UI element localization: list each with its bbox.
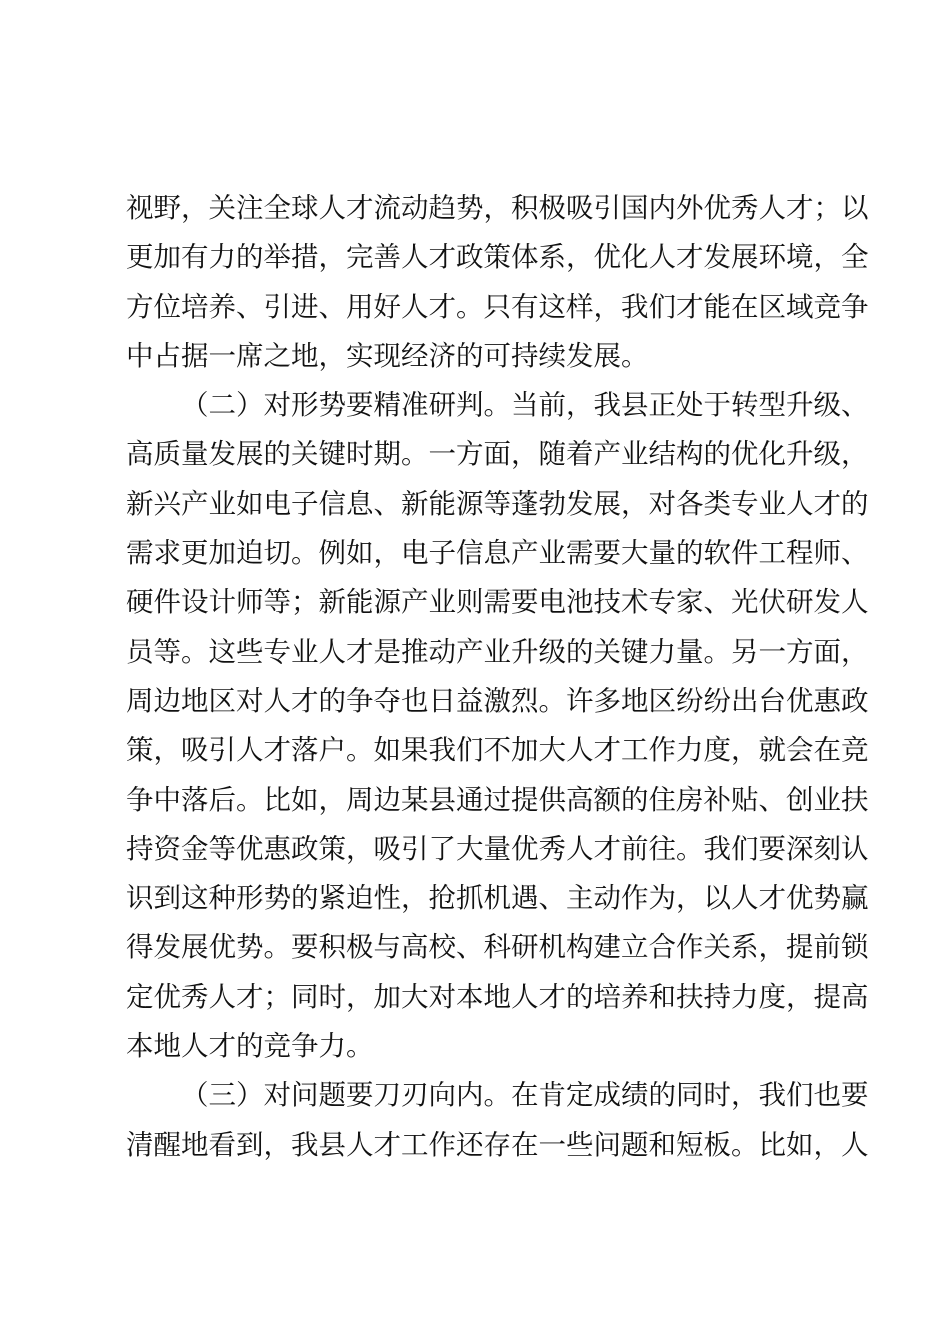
text-line: 持资金等优惠政策，吸引了大量优秀人才前往。我们要深刻认: [126, 832, 869, 865]
text-line: 周边地区对人才的争夺也日益激烈。许多地区纷纷出台优惠政: [126, 684, 869, 717]
text-line: 视野，关注全球人才流动趋势，积极吸引国内外优秀人才；以: [126, 192, 869, 224]
text-line: 策，吸引人才落户。如果我们不加大人才工作力度，就会在竞: [126, 734, 869, 767]
text-line: 得发展优势。要积极与高校、科研机构建立合作关系，提前锁: [126, 931, 869, 964]
section-heading-line: （二）对形势要精准研判。当前，我县正处于转型升级、: [181, 389, 869, 422]
text-line: 员等。这些专业人才是推动产业升级的关键力量。另一方面，: [126, 635, 869, 668]
body-text: [126, 184, 869, 1170]
text-line: 中占据一席之地，实现经济的可持续发展。: [126, 339, 649, 372]
text-line: 清醒地看到，我县人才工作还存在一些问题和短板。比如，人: [126, 1128, 869, 1161]
text-line: 硬件设计师等；新能源产业则需要电池技术专家、光伏研发人: [126, 586, 869, 619]
section-heading-line: （三）对问题要刀刃向内。在肯定成绩的同时，我们也要: [181, 1079, 869, 1112]
text-line: 新兴产业如电子信息、新能源等蓬勃发展，对各类专业人才的: [126, 487, 869, 520]
text-line: 本地人才的竞争力。: [126, 1030, 374, 1063]
text-line: 识到这种形势的紧迫性，抢抓机遇、主动作为，以人才优势赢: [126, 882, 869, 915]
text-line: 方位培养、引进、用好人才。只有这样，我们才能在区域竞争: [126, 290, 869, 323]
text-line: 需求更加迫切。例如，电子信息产业需要大量的软件工程师、: [126, 537, 869, 570]
text-line: 更加有力的举措，完善人才政策体系，优化人才发展环境，全: [126, 241, 869, 274]
text-line: 争中落后。比如，周边某县通过提供高额的住房补贴、创业扶: [126, 783, 869, 816]
text-line: 高质量发展的关键时期。一方面，随着产业结构的优化升级，: [126, 438, 869, 471]
text-line: 定优秀人才；同时，加大对本地人才的培养和扶持力度，提高: [126, 980, 869, 1013]
